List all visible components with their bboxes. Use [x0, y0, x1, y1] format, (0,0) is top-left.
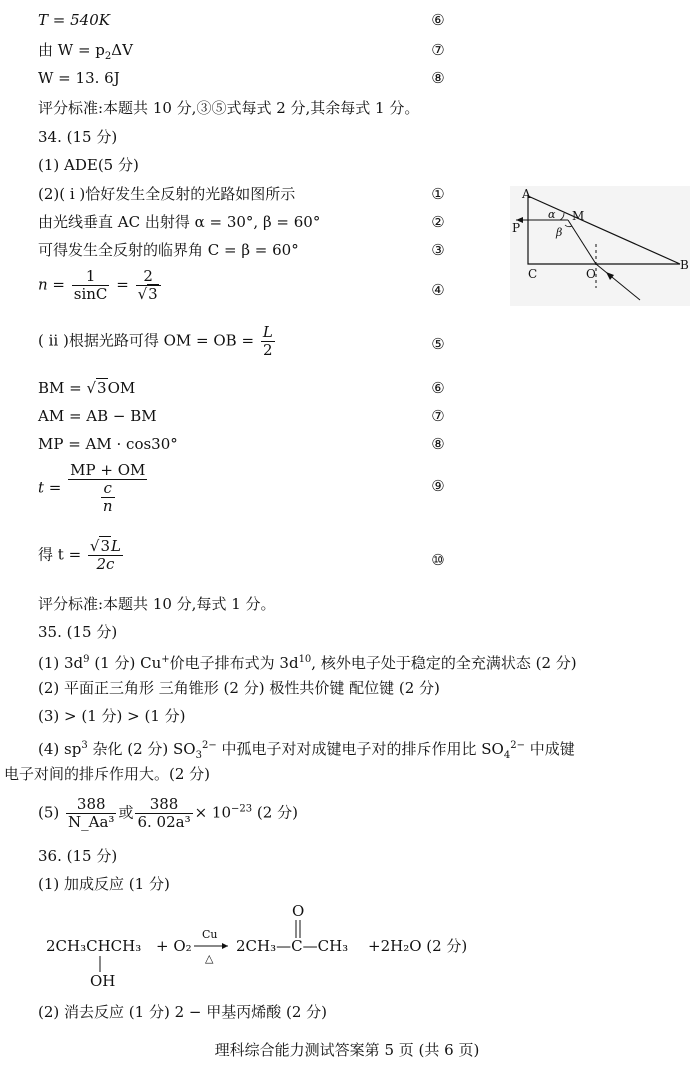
alpha-arc — [560, 213, 564, 220]
label-b: B — [680, 258, 689, 272]
t-formula: t = $\frac{MP + OM}{\frac{c}{n}}$ — [38, 461, 146, 515]
optics-figure — [510, 186, 690, 306]
q34-part1: (1) ADE(5 分) — [38, 156, 139, 174]
q36-header: 36. (15 分) — [38, 847, 118, 865]
eq-number-7b: ⑦ — [431, 407, 445, 425]
eq-number-7a: ⑦ — [431, 41, 445, 59]
label-a: A — [522, 187, 531, 201]
oh-text: OH — [90, 972, 116, 990]
eq-number-10: ⑩ — [431, 551, 445, 569]
work-value-line: W = 13. 6J — [38, 69, 120, 87]
prism-triangle — [528, 196, 680, 264]
heat-text: △ — [205, 952, 214, 965]
label-o: O — [586, 267, 596, 281]
eq-number-4: ④ — [431, 281, 445, 299]
n-formula: n = $\frac{1}{\sin C}$ = $\frac{2}{√3}$ — [38, 268, 163, 303]
eq-number-2: ② — [431, 213, 445, 231]
work-formula-line: 由 $W = p_2\Delta V$ — [38, 41, 133, 62]
mp-line: MP = AM · cos30° — [38, 435, 178, 453]
q35-part5: (5) $\frac{388}{\text{N\_Aa³}}$ 或 $\frac{388}{\text{6. 02a³}}$ × $10^{-23}$ (2 分) — [38, 795, 298, 831]
q35-header: 35. (15 分) — [38, 623, 118, 641]
q34-part2-i: (2)( ⅰ )恰好发生全反射的光路如图所示 — [38, 185, 296, 203]
reaction-equation — [0, 900, 694, 990]
q35-part1: (1) $3d^9$ (1 分) Cu+价电子排布式为 $3d^{10}$, 核外电子处于稳定的全充满状态 (2 分) — [38, 654, 577, 672]
scoring-34: 评分标准:本题共 10 分,每式 1 分。 — [38, 595, 276, 613]
q35-part4: (4) $sp^3$ 杂化 (2 分) $SO_3^{2-}$ 中孤电子对对成键电子对的排斥作用比 $SO_4^{2-}$ 中成键 — [38, 740, 575, 761]
bm-line: BM = √3OM — [38, 379, 136, 397]
q34-part2-ii: ( ⅱ )根据光路可得 OM = OB = $\frac{L}{2}$ — [38, 323, 273, 359]
inner-ray — [568, 220, 596, 264]
q35-part3: (3) > (1 分) > (1 分) — [38, 707, 186, 725]
label-p: P — [512, 221, 521, 235]
eq-number-8b: ⑧ — [431, 435, 445, 453]
product-tail-text: +2H₂O (2 分) — [368, 937, 468, 955]
carbonyl-oxygen: O — [292, 902, 305, 920]
eq-number-6a: ⑥ — [431, 11, 445, 29]
eq-number-9: ⑨ — [431, 477, 445, 495]
arrowhead — [222, 943, 228, 949]
q35-part4-cont: 电子对间的排斥作用大。(2 分) — [4, 765, 211, 783]
catalyst-text: Cu — [202, 928, 218, 941]
plus-o2-text: + O₂ — [156, 937, 192, 955]
eq-number-6b: ⑥ — [431, 379, 445, 397]
product-text: 2CH₃—C—CH₃ — [236, 937, 349, 955]
q36-part2: (2) 消去反应 (1 分) 2 − 甲基丙烯酸 (2 分) — [38, 1003, 328, 1021]
reactant-text: 2CH₃CHCH₃ — [46, 937, 142, 955]
q36-part1: (1) 加成反应 (1 分) — [38, 875, 170, 893]
label-alpha: α — [548, 208, 556, 221]
incident-ray — [596, 264, 640, 300]
q35-part2: (2) 平面正三角形 三角锥形 (2 分) 极性共价键 配位键 (2 分) — [38, 679, 440, 697]
q34-header: 34. (15 分) — [38, 128, 118, 146]
q34-perp-line: 由光线垂直 AC 出射得 α = 30°, β = 60° — [38, 213, 321, 231]
eq-number-3: ③ — [431, 241, 445, 259]
scoring-33: 评分标准:本题共 10 分,③⑤式每式 2 分,其余每式 1 分。 — [38, 99, 420, 117]
t-value-line: T = 540K — [38, 11, 110, 29]
eq-number-8a: ⑧ — [431, 69, 445, 87]
label-c: C — [528, 267, 538, 281]
am-line: AM = AB − BM — [38, 407, 157, 425]
eq-number-1: ① — [431, 185, 445, 203]
incident-arrow — [606, 272, 614, 280]
q34-critical-line: 可得发生全反射的临界角 C = β = 60° — [38, 241, 299, 259]
eq-number-5: ⑤ — [431, 335, 445, 353]
page-footer: 理科综合能力测试答案第 5 页 (共 6 页) — [214, 1041, 480, 1059]
final-t-line: 得 t = $\frac{√3L}{2c}$ — [38, 537, 121, 573]
label-m: M — [572, 209, 585, 223]
label-beta: β — [556, 226, 563, 239]
